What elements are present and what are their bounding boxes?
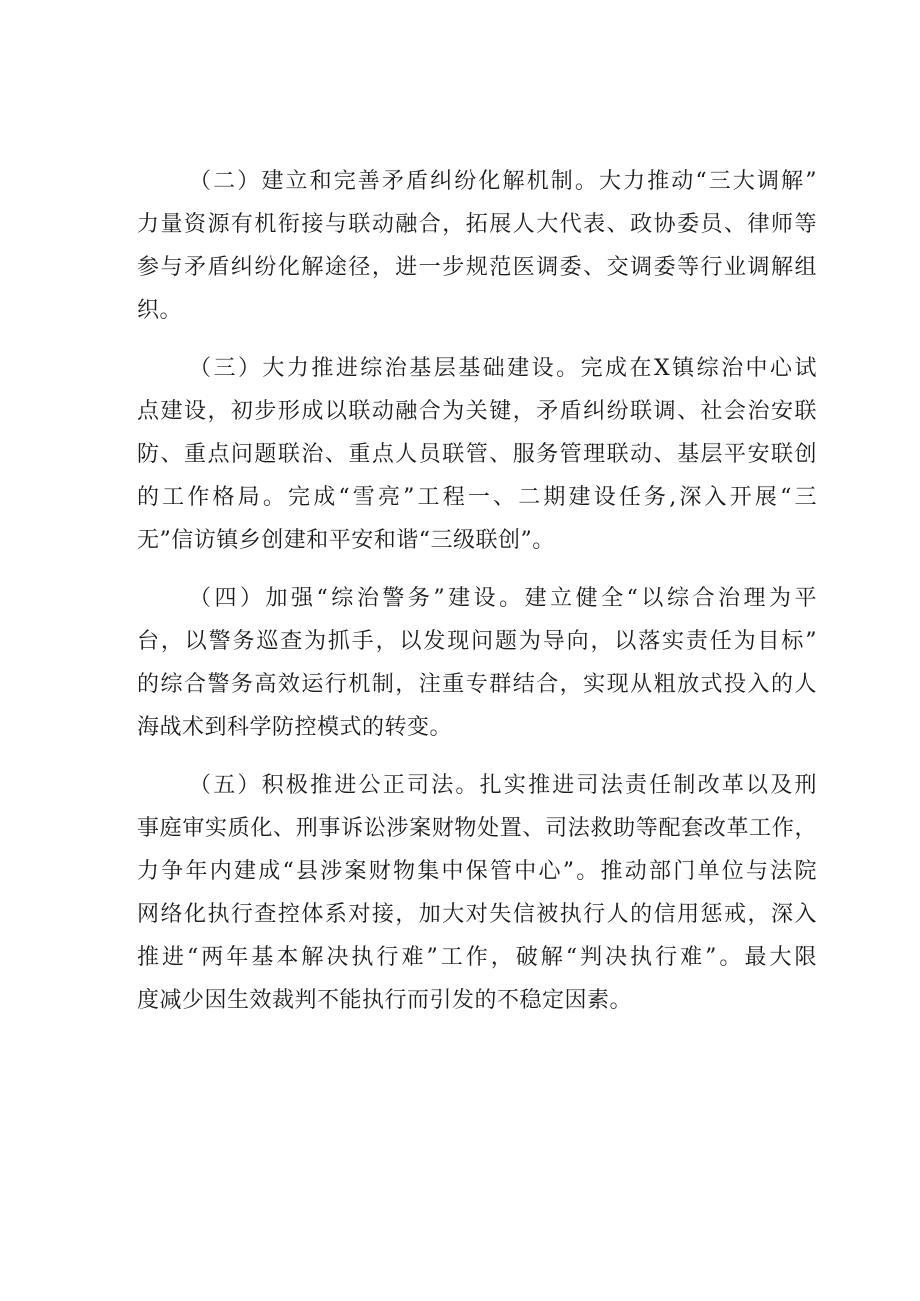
paragraph-grassroots-construction — [0, 347, 920, 562]
paragraph-line: 网络化执行查控体系对接，加大对失信被执行人的信用惩戒，深入 — [137, 902, 817, 927]
paragraph-line: 无”信访镇乡创建和平安和谐“三级联创”。 — [137, 528, 555, 553]
document-body — [0, 160, 920, 1037]
paragraph-line: 度减少因生效裁判不能执行而引发的不稳定因素。 — [137, 988, 633, 1013]
paragraph-line: （三）大力推进综治基层基础建设。完成在X镇综治中心试 — [189, 356, 817, 381]
paragraph-line: 织。 — [137, 298, 183, 323]
paragraph-mediation-mechanism — [0, 160, 920, 332]
paragraph-line: （二）建立和完善矛盾纠纷化解机制。大力推动“三大调解” — [189, 169, 817, 194]
paragraph-line: 防、重点问题联治、重点人员联管、服务管理联动、基层平安联创 — [137, 442, 817, 467]
paragraph-line: 海战术到科学防控模式的转变。 — [137, 715, 453, 740]
paragraph-line: 点建设，初步形成以联动融合为关键，矛盾纠纷联调、社会治安联 — [137, 399, 817, 424]
paragraph-line: 事庭审实质化、刑事诉讼涉案财物处置、司法救助等配套改革工作， — [137, 816, 817, 841]
paragraph-fair-justice — [0, 764, 920, 1022]
paragraph-line: （五）积极推进公正司法。扎实推进司法责任制改革以及刑 — [189, 773, 817, 798]
paragraph-line: 力量资源有机衔接与联动融合，拓展人大代表、政协委员、律师等 — [137, 212, 817, 237]
paragraph-line: 力争年内建成“县涉案财物集中保管中心”。推动部门单位与法院 — [137, 859, 817, 884]
paragraph-line: （四）加强“综治警务”建设。建立健全“以综合治理为平 — [189, 586, 817, 611]
paragraph-line: 台，以警务巡查为抓手，以发现问题为导向，以落实责任为目标” — [137, 629, 817, 654]
paragraph-line: 参与矛盾纠纷化解途径，进一步规范医调委、交调委等行业调解组 — [137, 255, 817, 280]
paragraph-police-affairs — [0, 577, 920, 749]
paragraph-line: 的综合警务高效运行机制，注重专群结合，实现从粗放式投入的人 — [137, 672, 817, 697]
paragraph-line: 推进“两年基本解决执行难”工作，破解“判决执行难”。最大限 — [137, 945, 817, 970]
paragraph-line: 的工作格局。完成“雪亮”工程一、二期建设任务,深入开展“三 — [137, 485, 817, 510]
